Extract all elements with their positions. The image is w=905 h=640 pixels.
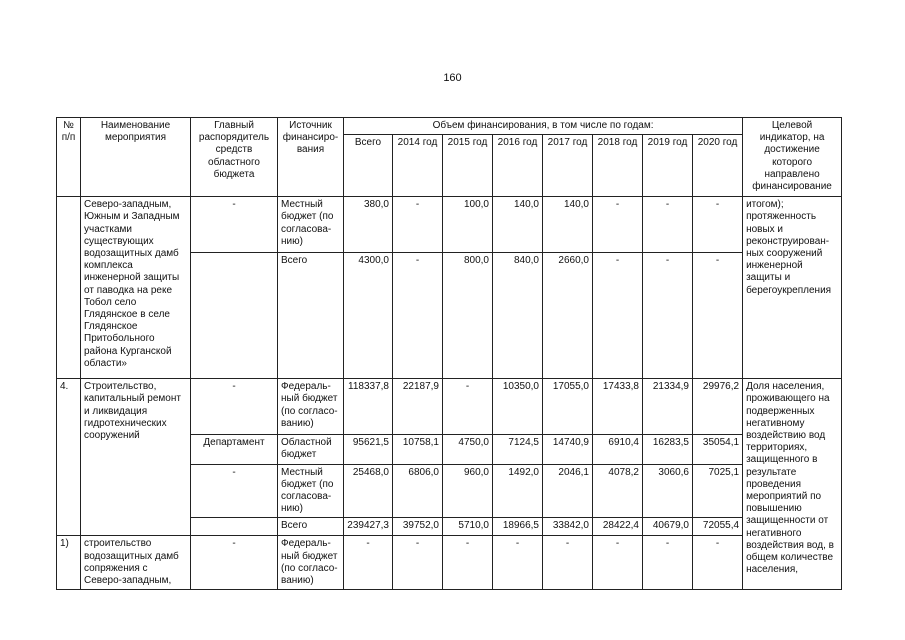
row-value: 800,0 xyxy=(443,253,493,379)
row-value: 239427,3 xyxy=(344,518,393,536)
row-value: 14740,9 xyxy=(543,435,593,464)
header-num: № п/п xyxy=(57,118,81,197)
row-num: 1) xyxy=(57,536,81,590)
row-value: 840,0 xyxy=(493,253,543,379)
row-value: 10350,0 xyxy=(493,379,543,435)
row-value: 17433,8 xyxy=(593,379,643,435)
row-source: Федераль-ный бюджет (по согласо-ванию) xyxy=(278,379,344,435)
row-manager: - xyxy=(191,536,278,590)
row-value: - xyxy=(393,536,443,590)
row-value: 2046,1 xyxy=(543,464,593,518)
row-value: - xyxy=(643,253,693,379)
row-value: 7124,5 xyxy=(493,435,543,464)
row-value: 25468,0 xyxy=(344,464,393,518)
row-value: 4300,0 xyxy=(344,253,393,379)
row-value: 40679,0 xyxy=(643,518,693,536)
row-value: - xyxy=(693,536,743,590)
row-value: - xyxy=(593,197,643,253)
row-value: 39752,0 xyxy=(393,518,443,536)
row-value: 5710,0 xyxy=(443,518,493,536)
row-name: Северо-западным, Южным и Западным участками существующих водозащитных дамб комплекса инженерной защиты от паводка на реке Тобол село Глядянское в селе Глядянское Притобольного района Курганской области» xyxy=(81,197,191,379)
row-value: 140,0 xyxy=(543,197,593,253)
row-value: - xyxy=(643,197,693,253)
header-name: Наименование мероприятия xyxy=(81,118,191,197)
row-source: Всего xyxy=(278,518,344,536)
header-manager: Главный распорядитель средств областного бюджета xyxy=(191,118,278,197)
row-value: - xyxy=(643,536,693,590)
row-manager: - xyxy=(191,197,278,253)
header-year: 2015 год xyxy=(443,135,493,197)
financing-table xyxy=(56,117,842,590)
row-value: 95621,5 xyxy=(344,435,393,464)
row-manager xyxy=(191,518,278,536)
row-value: 380,0 xyxy=(344,197,393,253)
header-total: Всего xyxy=(344,135,393,197)
header-volume: Объем финансирования, в том числе по годам: xyxy=(344,118,743,135)
row-num xyxy=(57,197,81,379)
row-value: 21334,9 xyxy=(643,379,693,435)
header-year: 2017 год xyxy=(543,135,593,197)
row-num: 4. xyxy=(57,379,81,536)
row-value: 6910,4 xyxy=(593,435,643,464)
row-value: - xyxy=(344,536,393,590)
row-value: 100,0 xyxy=(443,197,493,253)
header-year: 2016 год xyxy=(493,135,543,197)
table-row xyxy=(57,536,842,590)
row-value: - xyxy=(693,253,743,379)
row-value: 7025,1 xyxy=(693,464,743,518)
row-value: 6806,0 xyxy=(393,464,443,518)
row-source: Местный бюджет (по согласова-нию) xyxy=(278,197,344,253)
row-value: 35054,1 xyxy=(693,435,743,464)
row-manager xyxy=(191,253,278,379)
row-value: 16283,5 xyxy=(643,435,693,464)
row-value: 10758,1 xyxy=(393,435,443,464)
row-value: 29976,2 xyxy=(693,379,743,435)
table-row xyxy=(57,197,842,253)
row-value: - xyxy=(593,253,643,379)
header-year: 2019 год xyxy=(643,135,693,197)
header-row xyxy=(57,118,842,135)
row-value: 72055,4 xyxy=(693,518,743,536)
row-value: 33842,0 xyxy=(543,518,593,536)
row-value: - xyxy=(443,379,493,435)
row-manager: Департамент xyxy=(191,435,278,464)
row-value: - xyxy=(393,253,443,379)
row-value: 140,0 xyxy=(493,197,543,253)
row-source: Всего xyxy=(278,253,344,379)
row-name: Строительство, капитальный ремонт и ликвидация гидротехнических сооружений xyxy=(81,379,191,536)
row-value: 4750,0 xyxy=(443,435,493,464)
row-value: 18966,5 xyxy=(493,518,543,536)
row-value: 2660,0 xyxy=(543,253,593,379)
row-value: 1492,0 xyxy=(493,464,543,518)
row-value: 22187,9 xyxy=(393,379,443,435)
row-value: - xyxy=(393,197,443,253)
row-source: Областной бюджет xyxy=(278,435,344,464)
row-manager: - xyxy=(191,379,278,435)
row-value: - xyxy=(693,197,743,253)
table-row xyxy=(57,379,842,435)
row-indicator: Доля населения, проживающего на подверженных негативному воздействию вод территориях, защищенного в результате проведения мероприятий по повышению защищенности от негативного воздействия вод, в общем количестве населения, xyxy=(743,379,842,590)
row-manager: - xyxy=(191,464,278,518)
header-indicator: Целевой индикатор, на достижение которого направлено финансирование xyxy=(743,118,842,197)
row-value: 118337,8 xyxy=(344,379,393,435)
row-indicator: итогом); протяженность новых и реконструирован-ных сооружений инженерной защиты и берегоукрепления xyxy=(743,197,842,379)
row-value: 4078,2 xyxy=(593,464,643,518)
row-value: - xyxy=(443,536,493,590)
header-year: 2014 год xyxy=(393,135,443,197)
row-value: 17055,0 xyxy=(543,379,593,435)
row-value: 960,0 xyxy=(443,464,493,518)
page-number: 160 xyxy=(443,72,462,84)
row-source: Местный бюджет (по согласова-нию) xyxy=(278,464,344,518)
header-year: 2020 год xyxy=(693,135,743,197)
row-value: 28422,4 xyxy=(593,518,643,536)
row-value: 3060,6 xyxy=(643,464,693,518)
row-value: - xyxy=(493,536,543,590)
row-value: - xyxy=(543,536,593,590)
row-value: - xyxy=(593,536,643,590)
row-name: строительство водозащитных дамб сопряжения с Северо-западным, xyxy=(81,536,191,590)
header-source: Источник финансиро-вания xyxy=(278,118,344,197)
row-source: Федераль-ный бюджет (по согласо-ванию) xyxy=(278,536,344,590)
header-year: 2018 год xyxy=(593,135,643,197)
